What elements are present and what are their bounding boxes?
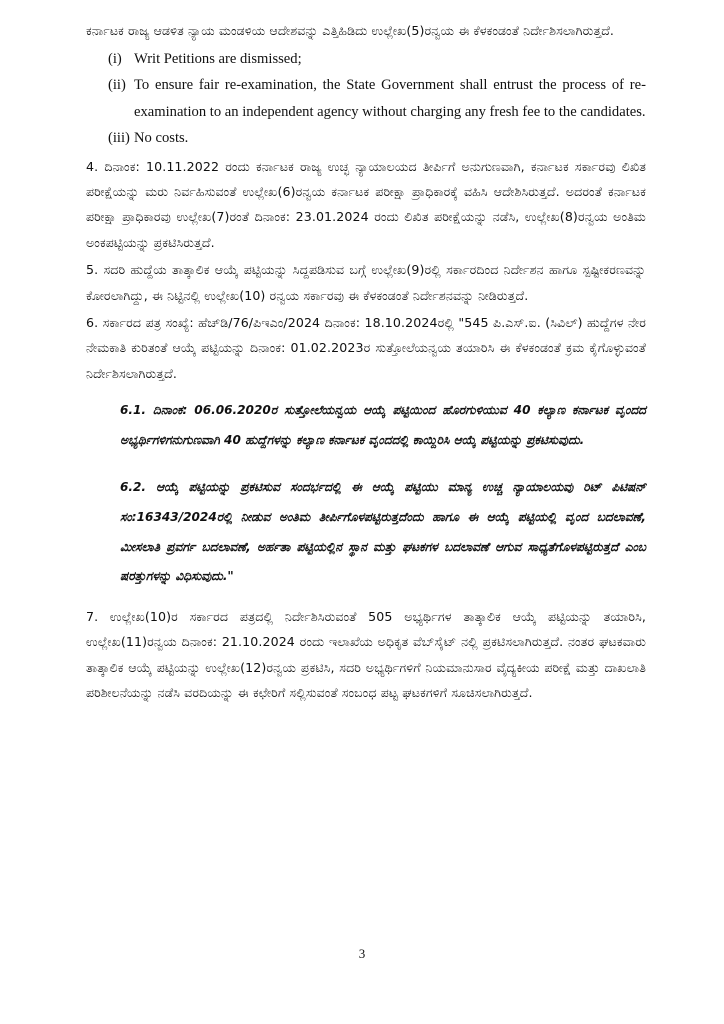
page-number: 3 (358, 946, 366, 961)
order-text: To ensure fair re-examination, the State Government shall entrust the process of re-examination to an independent agency without charging any fresh fee to the candidates. (134, 77, 646, 120)
order-number: (i) (108, 50, 122, 67)
order-number: (iii) (108, 130, 130, 147)
court-orders-list (108, 46, 646, 152)
section-6-2-paragraph: 6.2. ಆಯ್ಕೆ ಪಟ್ಟಿಯನ್ನು ಪ್ರಕಟಿಸುವ ಸಂದರ್ಭದಲ್ಲಿ ಈ ಆಯ್ಕೆ ಪಟ್ಟಿಯು ಮಾನ್ಯ ಉಚ್ಚ ನ್ಯಾಯಾಲಯವು ರಿಟ್ ಪಿಟಿಷನ್ ಸಂ:16343/2024ರಲ್ಲಿ ನೀಡುವ ಅಂತಿಮ ತೀರ್ಪಿಗೊಳಪಟ್ಟಿರುತ್ತದೆಂದು ಹಾಗೂ ಈ ಆಯ್ಕೆ ಪಟ್ಟಿಯಲ್ಲಿ ವೃಂದ ಬದಲಾವಣೆ, ಮೀಸಲಾತಿ ಪ್ರವರ್ಗ ಬದಲಾವಣೆ, ಅರ್ಹತಾ ಪಟ್ಟಿಯಲ್ಲಿನ ಸ್ಥಾನ ಮತ್ತು ಘಟಕಗಳ ಬದಲಾವಣೆ ಆಗುವ ಸಾಧ್ಯತೆಗೊಳಪಟ್ಟಿರುತ್ತದೆ ಎಂಬ ಷರತ್ತುಗಳನ್ನು ವಿಧಿಸುವುದು." (120, 480, 646, 584)
order-text: Writ Petitions are dismissed; (134, 50, 302, 67)
order-item (108, 46, 646, 73)
intro-paragraph: ಕರ್ನಾಟಕ ರಾಜ್ಯ ಆಡಳಿತ ನ್ಯಾಯ ಮಂಡಳಿಯ ಆದೇಶವನ್ನು ಎತ್ತಿಹಿಡಿದು ಉಲ್ಲೇಖ(5)ರನ್ವಯ ಈ ಕೆಳಕಂಡಂತೆ ನಿರ್ದೇಶಿಸಲಾಗಿರುತ್ತದೆ. (86, 23, 615, 38)
section-6-paragraph: 6. ಸರ್ಕಾರದ ಪತ್ರ ಸಂಖ್ಯೆ: ಹೆಚ್‌ಡಿ/76/ಪಿಇಎಂ/2024 ದಿನಾಂಕ: 18.10.2024ರಲ್ಲಿ "545 ಪಿ.ಎಸ್.ಐ. (ಸಿವಿಲ್) ಹುದ್ದೆಗಳ ನೇರ ನೇಮಕಾತಿ ಕುರಿತಂತೆ ಆಯ್ಕೆ ಪಟ್ಟಿಯನ್ನು ದಿನಾಂಕ: 01.02.2023ರ ಸುತ್ತೋಲೆಯನ್ವಯ ತಯಾರಿಸಿ ಈ ಕೆಳಕಂಡಂತೆ ಕ್ರಮ ಕೈಗೊಳ್ಳುವಂತೆ ನಿರ್ದೇಶಿಸಲಾಗಿರುತ್ತದೆ. (86, 315, 646, 381)
section-4-paragraph: 4. ದಿನಾಂಕ: 10.11.2022 ರಂದು ಕರ್ನಾಟಕ ರಾಜ್ಯ ಉಚ್ಛ ನ್ಯಾಯಾಲಯದ ತೀರ್ಪಿಗೆ ಅನುಗುಣವಾಗಿ, ಕರ್ನಾಟಕ ಸರ್ಕಾರವು ಲಿಖಿತ ಪರೀಕ್ಷೆಯನ್ನು ಮರು ನಿರ್ವಹಿಸುವಂತೆ ಉಲ್ಲೇಖ(6)ರನ್ವಯ ಕರ್ನಾಟಕ ಪರೀಕ್ಷಾ ಪ್ರಾಧಿಕಾರಕ್ಕೆ ವಹಿಸಿ ಆದೇಶಿಸಿರುತ್ತದೆ. ಅದರಂತೆ ಕರ್ನಾಟಕ ಪರೀಕ್ಷಾ ಪ್ರಾಧಿಕಾರವು ಉಲ್ಲೇಖ(7)ರಂತೆ ದಿನಾಂಕ: 23.01.2024 ರಂದು ಲಿಖಿತ ಪರೀಕ್ಷೆಯನ್ನು ನಡೆಸಿ, ಉಲ್ಲೇಖ(8)ರನ್ವಯ ಅಂತಿಮ ಅಂಕಪಟ್ಟಿಯನ್ನು ಪ್ರಕಟಿಸಿರುತ್ತದೆ. (86, 158, 646, 250)
section-5-paragraph: 5. ಸದರಿ ಹುದ್ದೆಯ ತಾತ್ಕಾಲಿಕ ಆಯ್ಕೆ ಪಟ್ಟಿಯನ್ನು ಸಿದ್ದಪಡಿಸುವ ಬಗ್ಗೆ ಉಲ್ಲೇಖ(9)ರಲ್ಲಿ ಸರ್ಕಾರದಿಂದ ನಿರ್ದೇಶನ ಹಾಗೂ ಸ್ಪಷ್ಟೀಕರಣವನ್ನು ಕೋರಲಾಗಿದ್ದು, ಈ ನಿಟ್ಟಿನಲ್ಲಿ ಉಲ್ಲೇಖ(10) ರನ್ವಯ ಸರ್ಕಾರವು ಈ ಕೆಳಕಂಡಂತೆ ನಿರ್ದೇಶನವನ್ನು ನೀಡಿರುತ್ತದೆ. (86, 262, 646, 303)
order-number: (ii) (108, 77, 126, 94)
order-text: No costs. (134, 130, 189, 147)
section-7-paragraph: 7. ಉಲ್ಲೇಖ(10)ರ ಸರ್ಕಾರದ ಪತ್ರದಲ್ಲಿ ನಿರ್ದೇಶಿಸಿರುವಂತೆ 505 ಅಭ್ಯರ್ಥಿಗಳ ತಾತ್ಕಾಲಿಕ ಆಯ್ಕೆ ಪಟ್ಟಿಯನ್ನು ತಯಾರಿಸಿ, ಉಲ್ಲೇಖ(11)ರನ್ವಯ ದಿನಾಂಕ: 21.10.2024 ರಂದು ಇಲಾಖೆಯ ಅಧಿಕೃತ ವೆಬ್‌ಸೈಟ್ ನಲ್ಲಿ ಪ್ರಕಟಿಸಲಾಗಿರುತ್ತದೆ. ನಂತರ ಘಟಕವಾರು ತಾತ್ಕಾಲಿಕ ಆಯ್ಕೆ ಪಟ್ಟಿಯನ್ನು ಉಲ್ಲೇಖ(12)ರನ್ವಯ ಪ್ರಕಟಿಸಿ, ಸದರಿ ಅಭ್ಯರ್ಥಿಗಳಿಗೆ ನಿಯಮಾನುಸಾರ ವೈದ್ಯಕೀಯ ಪರೀಕ್ಷೆ ಮತ್ತು ದಾಖಲಾತಿ ಪರಿಶೀಲನೆಯನ್ನು ನಡೆಸಿ ವರದಿಯನ್ನು ಈ ಕಛೇರಿಗೆ ಸಲ್ಲಿಸುವಂತೆ ಸಂಬಂಧ ಪಟ್ಟ ಘಟಕಗಳಿಗೆ ಸೂಚಿಸಲಾಗಿರುತ್ತದೆ. (86, 608, 646, 701)
section-6-1-paragraph: 6.1. ದಿನಾಂಕ: 06.06.2020ರ ಸುತ್ತೋಲೆಯನ್ವಯ ಆಯ್ಕೆ ಪಟ್ಟಿಯಿಂದ ಹೊರಗುಳಿಯುವ 40 ಕಲ್ಯಾಣ ಕರ್ನಾಟಕ ವೃಂದದ ಅಭ್ಯರ್ಥಿಗಳಿಗನುಗುಣವಾಗಿ 40 ಹುದ್ದೆಗಳನ್ನು ಕಲ್ಯಾಣ ಕರ್ನಾಟಕ ವೃಂದದಲ್ಲಿ ಕಾಯ್ದಿರಿಸಿ ಆಯ್ಕೆ ಪಟ್ಟಿಯನ್ನು ಪ್ರಕಟಿಸುವುದು. (120, 403, 646, 447)
order-item (108, 125, 646, 152)
order-item (108, 72, 646, 125)
